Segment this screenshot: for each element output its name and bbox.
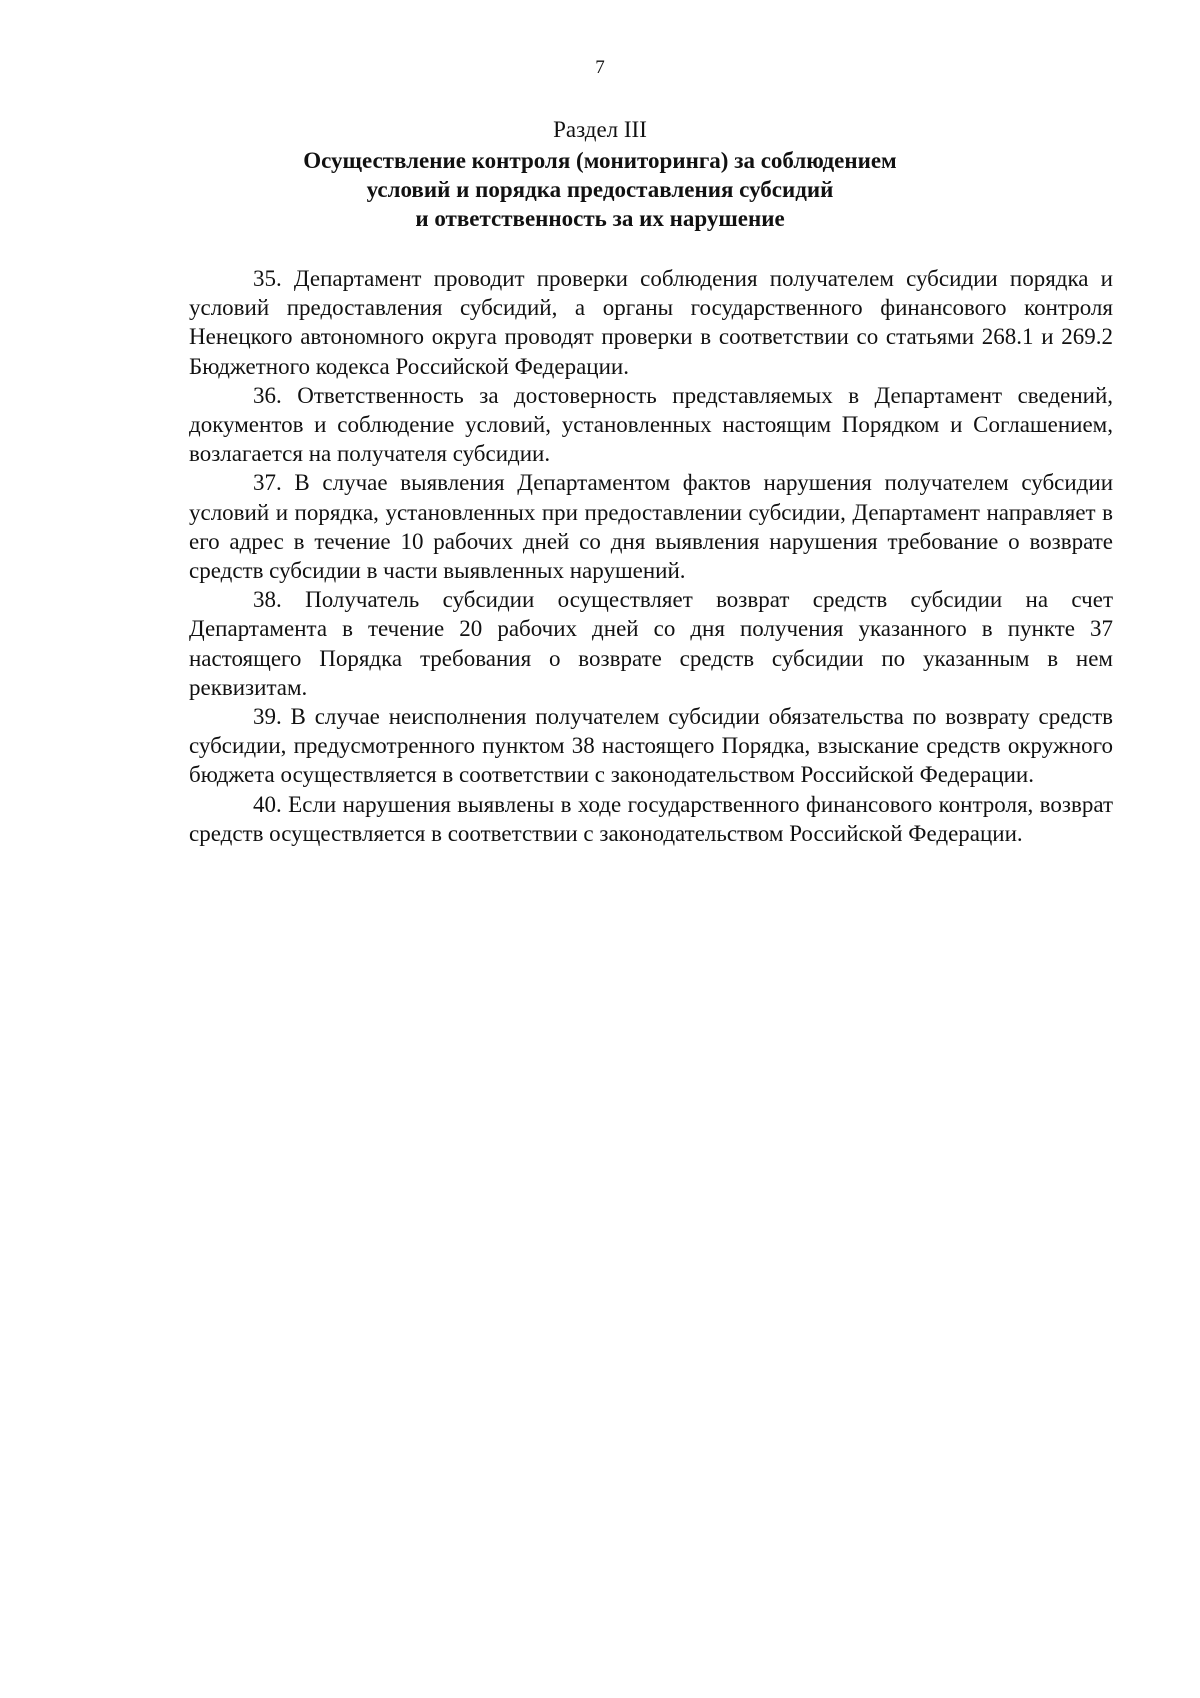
paragraph-36: 36. Ответственность за достоверность представляемых в Департамент сведений, документов и соблюдение условий, установленных настоящим Порядком и Соглашением, возлагается на получателя субсидии.	[189, 382, 1113, 467]
paragraph-38: 38. Получатель субсидии осуществляет возврат средств субсидии на счет Департамента в течение 20 рабочих дней со дня получения указанного в пункте 37 настоящего Порядка требования о возврате средств субсидии по указанным в нем реквизитам.	[189, 587, 1113, 700]
page-number: 7	[595, 57, 605, 78]
section-title-line: и ответственность за их нарушение	[415, 206, 785, 231]
section-title-line: условий и порядка предоставления субсидий	[366, 177, 834, 202]
section-label: Раздел III	[553, 117, 647, 142]
section-title-line: Осуществление контроля (мониторинга) за соблюдением	[303, 148, 897, 173]
document-body	[189, 264, 1113, 848]
paragraph-40: 40. Если нарушения выявлены в ходе государственного финансового контроля, возврат средств осуществляется в соответствии с законодательством Российской Федерации.	[189, 791, 1113, 846]
section-title	[0, 146, 1200, 233]
paragraph-35: 35. Департамент проводит проверки соблюдения получателем субсидии порядка и условий предоставления субсидий, а органы государственного финансового контроля Ненецкого автономного округа проводят проверки в соответствии со статьями 268.1 и 269.2 Бюджетного кодекса Российской Федерации.	[189, 266, 1113, 379]
paragraph-37: 37. В случае выявления Департаментом фактов нарушения получателем субсидии условий и порядка, установленных при предоставлении субсидии, Департамент направляет в его адрес в течение 10 рабочих дней со дня выявления нарушения требование о возврате средств субсидии в части выявленных нарушений.	[189, 470, 1113, 584]
paragraph-39: 39. В случае неисполнения получателем субсидии обязательства по возврату средств субсидии, предусмотренного пунктом 38 настоящего Порядка, взыскание средств окружного бюджета осуществляется в соответствии с законодательством Российской Федерации.	[189, 704, 1113, 788]
